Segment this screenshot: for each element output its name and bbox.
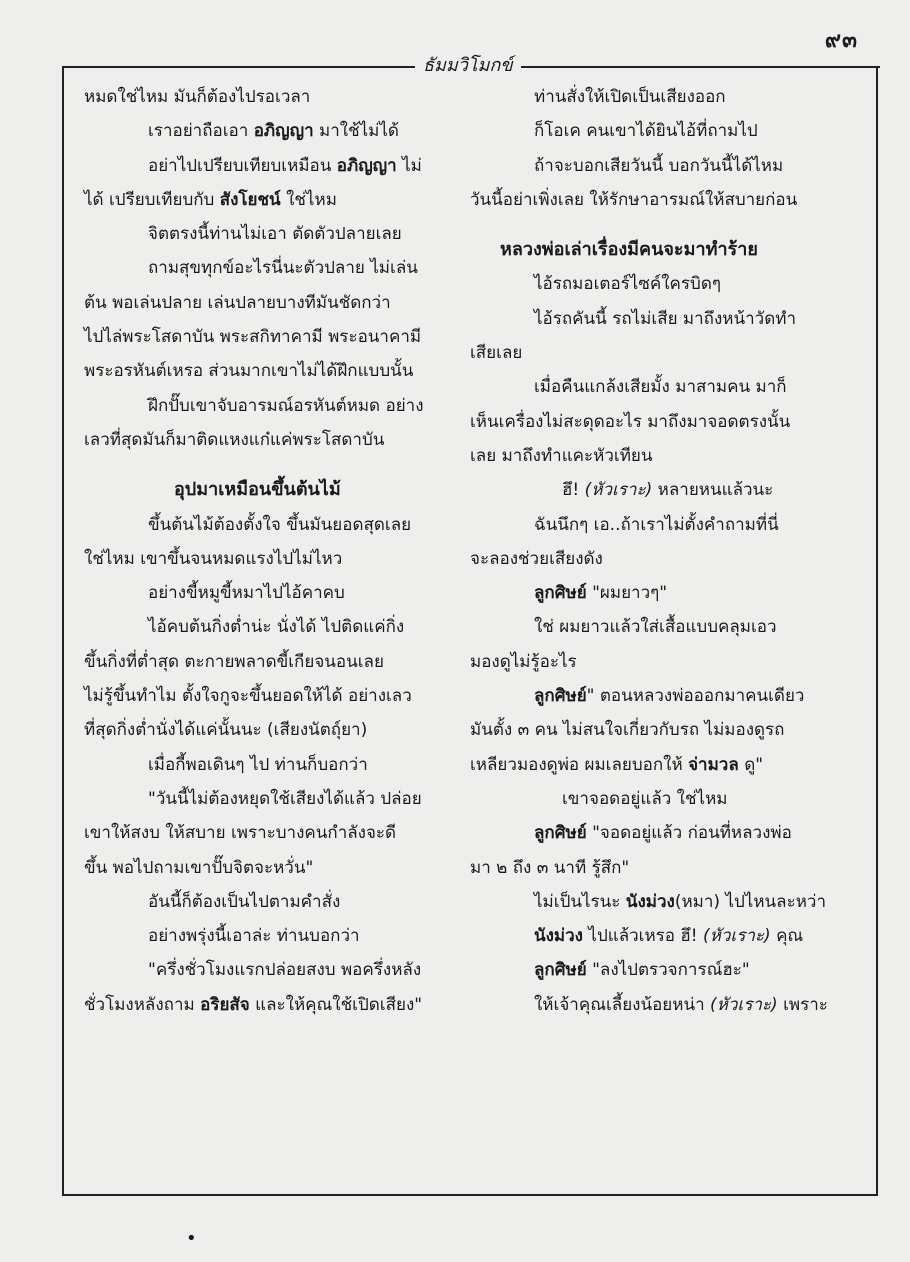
text-line: ถ้าจะบอกเสียวันนี้ บอกวันนี้ได้ไหม bbox=[534, 155, 784, 176]
left-column bbox=[84, 80, 446, 1022]
text-line: เหลียวมองดูพ่อ ผมเลยบอกให้ จ่ามวล ดู" bbox=[470, 754, 764, 775]
text-line: ไอ้คบต้นกิ่งต่ำน่ะ นั่งได้ ไปติดแค่กิ่ง bbox=[148, 617, 405, 638]
text-line: เสียเลย bbox=[470, 343, 523, 364]
text-line: เราอย่าถือเอา อภิญญา มาใช้ไม่ได้ bbox=[148, 121, 399, 142]
text-line: เห็นเครื่องไม่สะดุดอะไร มาถึงมาจอดตรงนั้น bbox=[470, 411, 791, 432]
text-line: ไม่เป็นไรนะ นังม่วง(หมา) ไปไหนละหว่า bbox=[534, 891, 827, 912]
text-line: ไปไล่พระโสดาบัน พระสกิทาคามี พระอนาคามี bbox=[84, 327, 422, 348]
laugh-note: (หัวเราะ) bbox=[710, 994, 778, 1015]
text-line: เมื่อคืนแกล้งเสียมั้ง มาสามคน มาก็ bbox=[534, 377, 787, 398]
text-line: ไอ้รถคันนี้ รถไม่เสีย มาถึงหน้าวัดทำ bbox=[534, 308, 796, 329]
laugh-note: (หัวเราะ) bbox=[584, 480, 653, 501]
text-line: ต้น พอเล่นปลาย เล่นปลายบางทีมันชัดกว่า bbox=[84, 292, 391, 313]
text-line: ให้เจ้าคุณเลี้ยงน้อยหน่า (หัวเราะ) เพราะ bbox=[534, 994, 828, 1015]
speaker-label: ลูกศิษย์ bbox=[534, 583, 587, 604]
text-line: ใช่ ผมยาวแล้วใส่เสื้อแบบคลุมเอว bbox=[534, 617, 777, 638]
text-line: ขึ้นกิ่งที่ต่ำสุด ตะกายพลาดขี้เกียจนอนเลย bbox=[84, 651, 384, 672]
text-line: เลวที่สุดมันก็มาติดแหงแก๋แค่พระโสดาบัน bbox=[84, 429, 385, 450]
right-column bbox=[470, 80, 830, 1022]
text-line: ฝึกปั๊บเขาจับอารมณ์อรหันต์หมด อย่าง bbox=[148, 395, 424, 416]
emphasis-term: จ่ามวล bbox=[688, 754, 739, 775]
text-line: ลูกศิษย์ "จอดอยู่แล้ว ก่อนที่หลวงพ่อ bbox=[534, 823, 792, 844]
speaker-label: ลูกศิษย์ bbox=[534, 823, 587, 844]
emphasis-term: อริยสัจ bbox=[200, 994, 250, 1015]
text-line: เลย มาถึงทำแคะหัวเทียน bbox=[470, 445, 653, 466]
emphasis-term: สังโยชน์ bbox=[219, 189, 281, 210]
text-line: วันนี้อย่าเพิ่งเลย ให้รักษาอารมณ์ให้สบายก่อน bbox=[470, 189, 798, 210]
text-line: "ครึ่งชั่วโมงแรกปล่อยสงบ พอครึ่งหลัง bbox=[148, 960, 422, 981]
text-line: หมดใช่ไหม มันก็ต้องไปรอเวลา bbox=[84, 87, 311, 107]
text-line: "วันนี้ไม่ต้องหยุดใช้เสียงได้แล้ว ปล่อย bbox=[148, 788, 422, 809]
text-line: ใช่ไหม เขาขึ้นจนหมดแรงไปไม่ไหว bbox=[84, 548, 343, 569]
text-line: ฉันนึกๆ เอ..ถ้าเราไม่ตั้งคำถามที่นี่ bbox=[534, 514, 779, 535]
text-line: นังม่วง ไปแล้วเหรอ ฮึ! (หัวเราะ) คุณ bbox=[534, 926, 804, 947]
text-line: ชั่วโมงหลังถาม อริยสัจ และให้คุณใช้เปิดเสียง" bbox=[84, 994, 423, 1015]
text-line: จิตตรงนี้ท่านไม่เอา ตัดตัวปลายเลย bbox=[148, 224, 402, 245]
text-line: ไม่รู้ขึ้นทำไม ตั้งใจกูจะขึ้นยอดให้ได้ อย่างเลว bbox=[84, 686, 412, 707]
text-line: ขึ้นต้นไม้ต้องตั้งใจ ขึ้นมันยอดสุดเลย bbox=[148, 514, 412, 535]
text-line: เขาจอดอยู่แล้ว ใช่ไหม bbox=[562, 788, 728, 809]
text-line: อย่างขี้หมูขี้หมาไปไอ้คาคบ bbox=[148, 583, 345, 604]
text-line: ขึ้น พอไปถามเขาปั๊บจิตจะหวั่น" bbox=[84, 857, 314, 878]
text-line: ลูกศิษย์" ตอนหลวงพ่อออกมาคนเดียว bbox=[534, 686, 805, 707]
text-line: มันตั้ง ๓ คน ไม่สนใจเกี่ยวกับรถ ไม่มองดูรถ bbox=[470, 720, 785, 741]
text-line: ก็โอเค คนเขาได้ยินไอ้ที่ถามไป bbox=[534, 121, 758, 142]
speaker-label: ลูกศิษย์ bbox=[534, 960, 587, 981]
text-line: มา ๒ ถึง ๓ นาที รู้สึก" bbox=[470, 857, 630, 878]
text-line: เมื่อกี้พอเดินๆ ไป ท่านก็บอกว่า bbox=[148, 754, 368, 775]
text-line: อย่างพรุ่งนี้เอาล่ะ ท่านบอกว่า bbox=[148, 926, 360, 947]
text-line: ลูกศิษย์ "ผมยาวๆ" bbox=[534, 583, 668, 604]
scan-mark: • bbox=[186, 1228, 197, 1249]
text-line: อันนี้ก็ต้องเป็นไปตามคำสั่ง bbox=[148, 891, 341, 912]
speaker-label: ลูกศิษย์ bbox=[534, 686, 587, 707]
emphasis-term: นังม่วง bbox=[534, 926, 583, 947]
text-line: ถามสุขทุกข์อะไรนี่นะตัวปลาย ไม่เล่น bbox=[148, 258, 418, 279]
text-line: เขาให้สงบ ให้สบาย เพราะบางคนกำลังจะดี bbox=[84, 823, 397, 844]
section-heading: อุปมาเหมือนขึ้นต้นไม้ bbox=[174, 479, 341, 501]
text-line: ได้ เปรียบเทียบกับ สังโยชน์ ใช่ไหม bbox=[84, 189, 337, 210]
text-line: พระอรหันต์เหรอ ส่วนมากเขาไม่ได้ฝึกแบบนั้น bbox=[84, 361, 414, 382]
text-line: จะลองช่วยเสียงดัง bbox=[470, 548, 603, 569]
text-line: ลูกศิษย์ "ลงไปตรวจการณ์ฮะ" bbox=[534, 960, 750, 981]
section-heading: หลวงพ่อเล่าเรื่องมีคนจะมาทำร้าย bbox=[500, 239, 758, 261]
text-line: ท่านสั่งให้เปิดเป็นเสียงออก bbox=[534, 87, 726, 107]
emphasis-term: อภิญญา bbox=[253, 121, 314, 142]
running-header-title: ธัมมวิโมกข์ bbox=[415, 50, 521, 79]
laugh-note: (หัวเราะ) bbox=[703, 926, 771, 947]
emphasis-term: อภิญญา bbox=[336, 155, 397, 176]
text-line: อย่าไปเปรียบเทียบเหมือน อภิญญา ไม่ bbox=[148, 155, 422, 176]
text-line: ฮึ! (หัวเราะ) หลายหนแล้วนะ bbox=[562, 480, 774, 501]
page-number: ๙๓ bbox=[824, 28, 858, 53]
text-line: ไอ้รถมอเตอร์ไซค์ใครบิดๆ bbox=[534, 274, 722, 295]
text-line: ที่สุดกิ่งต่ำนั่งได้แค่นั้นนะ (เสียงนัตถุ์ยา) bbox=[84, 720, 368, 741]
text-line: มองดูไม่รู้อะไร bbox=[470, 651, 577, 672]
emphasis-term: นังม่วง bbox=[625, 891, 675, 912]
